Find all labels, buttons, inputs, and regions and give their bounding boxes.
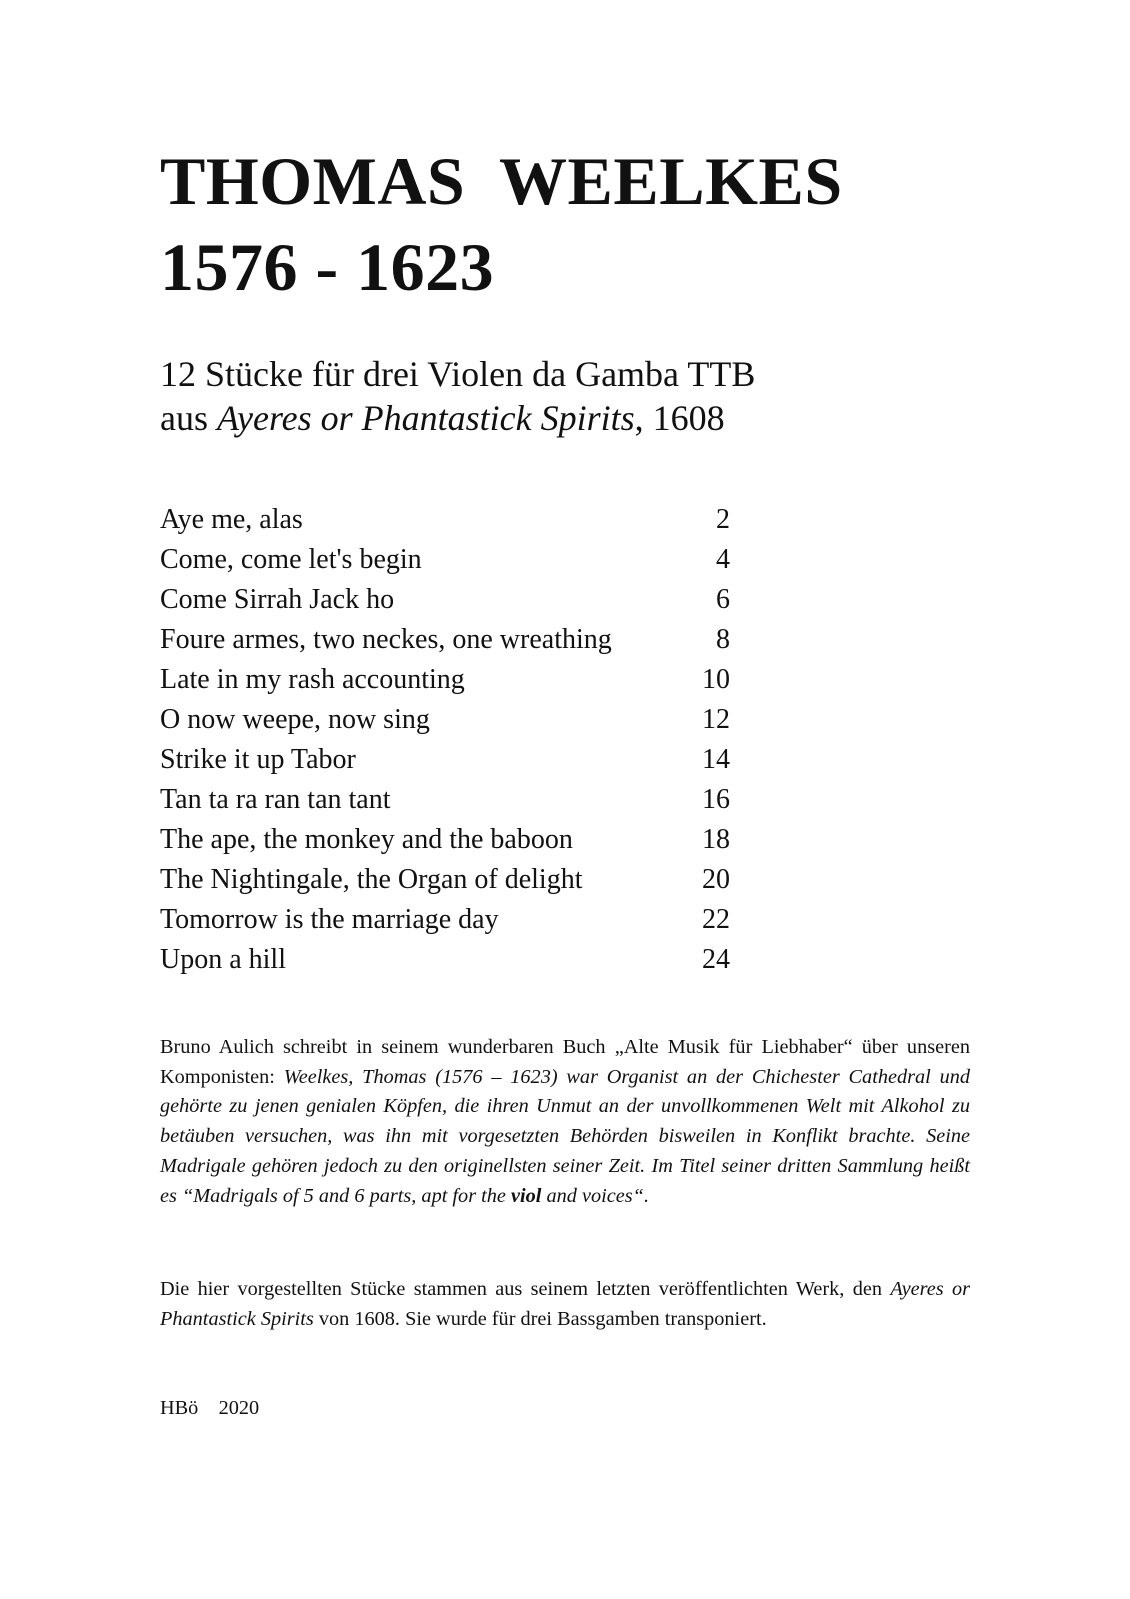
subtitle-line-2 — [160, 396, 755, 440]
toc-entry — [160, 820, 730, 860]
toc-title: Come, come let's begin — [160, 544, 422, 575]
toc-page-number: 14 — [702, 744, 730, 775]
toc-entry — [160, 500, 730, 540]
toc-page-number: 8 — [716, 624, 730, 655]
toc-title: O now weepe, now sing — [160, 704, 430, 735]
toc-entry — [160, 580, 730, 620]
toc-entry — [160, 620, 730, 660]
toc-title: Foure armes, two neckes, one wreathing — [160, 624, 612, 655]
toc-title: Upon a hill — [160, 944, 286, 975]
toc-title: The ape, the monkey and the baboon — [160, 824, 573, 855]
toc-entry — [160, 740, 730, 780]
toc-page-number: 4 — [716, 544, 730, 575]
collection-subtitle — [160, 352, 755, 440]
subtitle-suffix: , 1608 — [634, 398, 725, 438]
toc-entry — [160, 860, 730, 900]
toc-title: Late in my rash accounting — [160, 664, 465, 695]
subtitle-work-title: Ayeres or Phantastick Spirits — [217, 398, 635, 438]
toc-page-number: 12 — [702, 704, 730, 735]
toc-entry — [160, 780, 730, 820]
composer-name: THOMAS WEELKES — [160, 143, 843, 219]
subtitle-line-1: 12 Stücke für drei Violen da Gamba TTB — [160, 354, 756, 394]
composer-dates: 1576 - 1623 — [160, 229, 495, 305]
toc-title: The Nightingale, the Organ of delight — [160, 864, 583, 895]
table-of-contents — [160, 500, 730, 980]
toc-page-number: 6 — [716, 584, 730, 615]
biography-quote-end: and voices“. — [541, 1184, 650, 1207]
source-intro: Die hier vorgestellten Stücke stammen aus seinem letzten veröffentlichten Werk, den — [160, 1278, 891, 1300]
toc-page-number: 2 — [716, 504, 730, 535]
toc-page-number: 24 — [702, 944, 730, 975]
biography-quote-text: Weelkes, Thomas (1576 – 1623) war Organist an der Chichester Cathedral und gehörte zu jenen genialen Köpfen, die ihren Unmut an der unvollkommenen Welt mit Alkohol zu betäuben versuchen, was ihn mit vorgesetzten Behörden bisweilen in Konflikt brachte. Seine Madrigale gehören jedoch zu den originellsten seiner Zeit. Im Titel seiner dritten Sammlung heißt es “Madrigals of 5 and 6 parts, apt for the — [160, 1065, 970, 1207]
biography-intro: Bruno Aulich schreibt in seinem wunderbaren Buch „Alte Musik für Liebhaber“ über unseren Komponisten: — [160, 1036, 970, 1088]
composer-title — [160, 138, 843, 310]
toc-title: Aye me, alas — [160, 504, 303, 535]
toc-title: Come Sirrah Jack ho — [160, 584, 395, 615]
biography-paragraph — [160, 1033, 970, 1211]
biography-quote-bold: viol — [511, 1184, 542, 1207]
source-end: von 1608. Sie wurde für drei Bassgamben transponiert. — [313, 1307, 767, 1330]
source-paragraph — [160, 1275, 970, 1334]
toc-entry — [160, 940, 730, 980]
subtitle-prefix: aus — [160, 398, 217, 438]
toc-title: Tan ta ra ran tan tant — [160, 784, 391, 815]
toc-page-number: 20 — [702, 864, 730, 895]
toc-entry — [160, 700, 730, 740]
toc-entry — [160, 900, 730, 940]
signature-year: 2020 — [218, 1397, 260, 1419]
signature — [160, 1397, 259, 1420]
signature-initials: HBö — [160, 1397, 199, 1419]
toc-page-number: 22 — [702, 904, 730, 935]
toc-title: Strike it up Tabor — [160, 744, 356, 775]
toc-entry — [160, 540, 730, 580]
toc-page-number: 16 — [702, 784, 730, 815]
toc-page-number: 10 — [702, 664, 730, 695]
toc-page-number: 18 — [702, 824, 730, 855]
toc-entry — [160, 660, 730, 700]
source-work-title: Ayeres or Phantastick Spirits — [160, 1278, 970, 1330]
toc-title: Tomorrow is the marriage day — [160, 904, 499, 935]
